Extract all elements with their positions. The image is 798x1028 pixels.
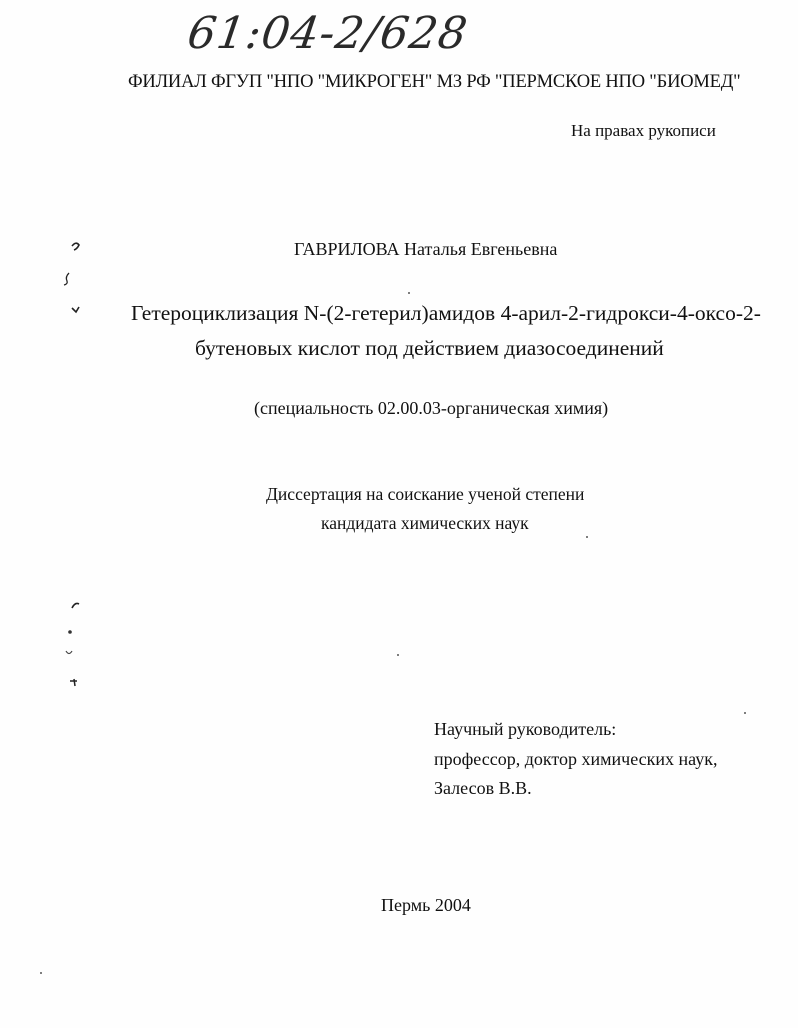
scan-artifact-mark <box>66 628 74 636</box>
scan-artifact-dot <box>744 712 746 714</box>
dissertation-degree-line-1: Диссертация на соискание ученой степени <box>266 484 585 504</box>
author-name: ГАВРИЛОВА Наталья Евгеньевна <box>294 239 558 259</box>
supervisor-name: Залесов В.В. <box>434 778 532 798</box>
supervisor-role: Научный руководитель: <box>434 719 617 739</box>
thesis-title-line-2: бутеновых кислот под действием диазосоединений <box>195 336 664 360</box>
scan-artifact-dot <box>40 972 42 974</box>
scan-artifact-dot <box>397 654 399 656</box>
place-and-year: Пермь 2004 <box>381 895 471 915</box>
scan-artifact-mark <box>62 272 72 286</box>
institution-header: ФИЛИАЛ ФГУП "НПО "МИКРОГЕН" МЗ РФ "ПЕРМСКОЕ НПО "БИОМЕД" <box>128 72 741 92</box>
scan-artifact-mark <box>70 304 82 316</box>
scan-artifact-mark <box>70 240 82 252</box>
supervisor-degree: профессор, доктор химических наук, <box>434 749 718 769</box>
dissertation-degree-line-2: кандидата химических наук <box>321 513 529 533</box>
rights-notice: На правах рукописи <box>571 121 716 140</box>
thesis-title-line-1: Гетероциклизация N-(2-гетерил)амидов 4-арил-2-гидрокси-4-оксо-2- <box>131 301 761 325</box>
scan-artifact-mark <box>68 676 80 688</box>
scan-artifact-mark <box>64 648 74 658</box>
archive-stamp-handwritten: 61:04-2/628 <box>184 8 472 59</box>
scan-artifact-dot <box>408 292 410 294</box>
specialty-line: (специальность 02.00.03-органическая химия) <box>254 398 609 418</box>
scan-artifact-dot <box>586 536 588 538</box>
scan-artifact-mark <box>70 600 82 612</box>
